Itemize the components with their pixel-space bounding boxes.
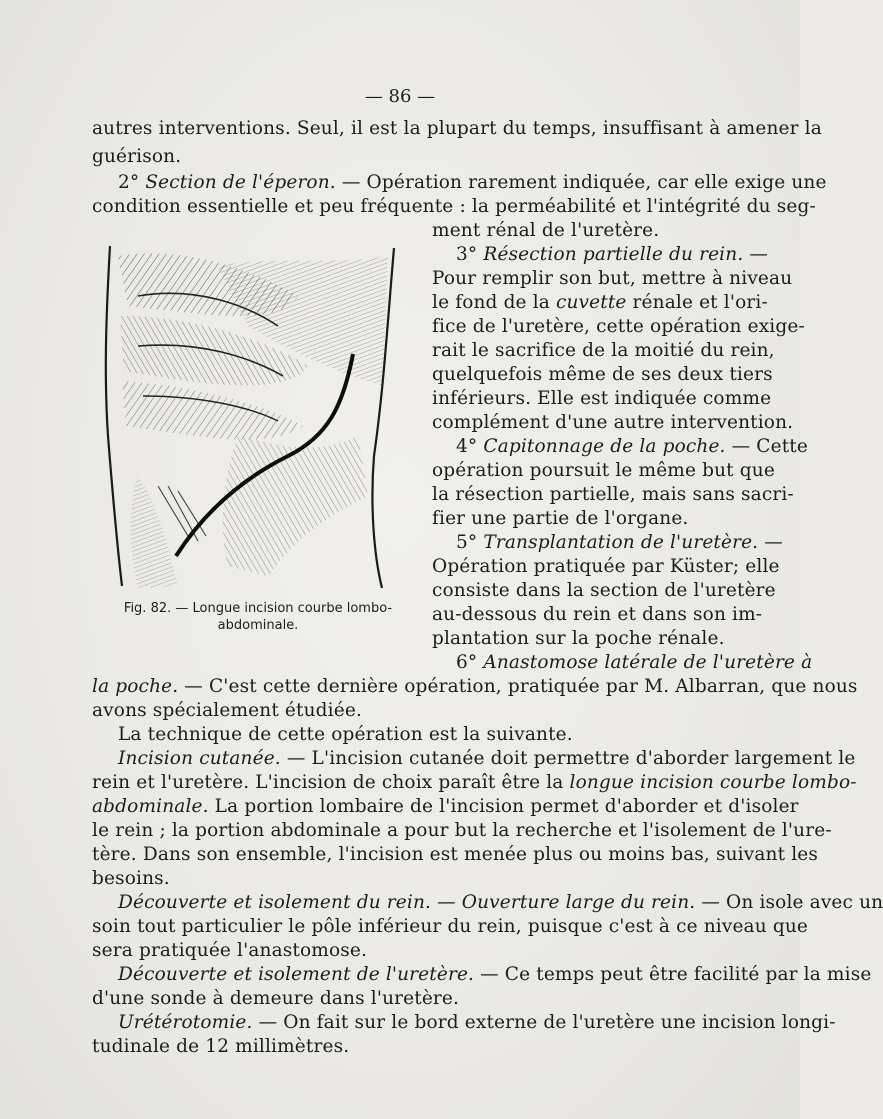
text-line	[92, 676, 858, 698]
text-line: La technique de cette opération est la suivante.	[118, 724, 573, 745]
text-line	[456, 652, 813, 674]
text-line	[456, 244, 769, 266]
text-line	[92, 796, 799, 818]
text-line: au-dessous du rein et dans son im-	[432, 604, 763, 625]
text-line: tudinale de 12 millimètres.	[92, 1036, 350, 1057]
text-line: sera pratiquée l'anastomose.	[92, 940, 368, 961]
text-span: —	[743, 244, 769, 265]
text-line	[432, 292, 768, 314]
text-span: — Opération rarement indiquée, car elle exige une	[335, 172, 827, 193]
text-line	[118, 172, 827, 194]
text-line: soin tout particulier le pôle inférieur du rein, puisque c'est à ce niveau que	[92, 916, 808, 937]
text-line: avons spécialement étudiée.	[92, 700, 362, 721]
section-heading: Découverte et isolement du rein.	[118, 892, 432, 913]
text-span: rénale et l'ori-	[626, 292, 768, 313]
section-heading: la poche.	[92, 676, 179, 697]
text-line: d'une sonde à demeure dans l'uretère.	[92, 988, 460, 1009]
text-span: —	[758, 532, 783, 553]
text-line: guérison.	[92, 146, 182, 167]
text-line: autres interventions. Seul, il est la plupart du temps, insuffisant à amener la	[92, 118, 822, 139]
text-line: Opération pratiquée par Küster; elle	[432, 556, 780, 577]
text-span: — C'est cette dernière opération, pratiquée par M. Albarran, que nous	[178, 676, 858, 697]
text-line: inférieurs. Elle est indiquée comme	[432, 388, 772, 409]
text-line: tère. Dans son ensemble, l'incision est menée plus ou moins bas, suivant les	[92, 844, 819, 865]
text-line: fice de l'uretère, cette opération exige-	[432, 316, 805, 337]
text-line	[118, 1012, 836, 1034]
text-span: 3°	[456, 244, 484, 265]
text-span: — On fait sur le bord externe de l'uretère une incision longi-	[252, 1012, 836, 1033]
text-span: 6°	[456, 652, 484, 673]
text-span: rein et l'uretère. L'incision de choix paraît être la	[92, 772, 570, 793]
section-heading: Section de l'éperon.	[145, 172, 336, 193]
text-span: Ouverture large du rein.	[461, 892, 696, 913]
section-heading: Anastomose latérale de l'uretère à	[483, 652, 813, 673]
text-span: 5°	[456, 532, 484, 553]
text-span: — On isole avec un	[695, 892, 883, 913]
caption-line: abdominale.	[217, 618, 299, 633]
section-heading: Découverte et isolement de l'uretère.	[118, 964, 475, 985]
text-line: condition essentielle et peu fréquente : la perméabilité et l'intégrité du seg-	[92, 196, 816, 217]
text-span: — Cette	[725, 436, 808, 457]
text-line: ment rénal de l'uretère.	[432, 220, 660, 241]
text-span: longue incision courbe lombo-	[569, 772, 857, 793]
text-line: la résection partielle, mais sans sacri-	[432, 484, 794, 505]
text-span: le fond de la	[432, 292, 556, 313]
text-span: cuvette	[555, 292, 627, 313]
text-line	[118, 964, 872, 986]
text-line	[456, 436, 808, 458]
text-line: rait le sacrifice de la moitié du rein,	[432, 340, 775, 361]
section-heading: Capitonnage de la poche.	[483, 436, 726, 457]
anatomical-figure	[98, 236, 410, 596]
text-line	[92, 772, 857, 794]
text-line: opération poursuit le même but que	[432, 460, 775, 481]
section-heading: Incision cutanée.	[118, 748, 281, 769]
text-line: quelquefois même de ses deux tiers	[432, 364, 773, 385]
text-span: 2°	[118, 172, 146, 193]
text-line: besoins.	[92, 868, 170, 889]
figure-caption	[98, 600, 418, 634]
text-line	[456, 532, 783, 554]
text-span: La portion lombaire de l'incision permet d'aborder et d'isoler	[208, 796, 799, 817]
text-line: fier une partie de l'organe.	[432, 508, 689, 529]
text-span: — Ce temps peut être facilité par la mise	[474, 964, 872, 985]
caption-line: Fig. 82. — Longue incision courbe lombo-	[123, 601, 393, 616]
text-line: le rein ; la portion abdominale a pour but la recherche et l'isolement de l'ure-	[92, 820, 832, 841]
section-heading: Urétérotomie.	[118, 1012, 253, 1033]
text-line: plantation sur la poche rénale.	[432, 628, 725, 649]
text-line: Pour remplir son but, mettre à niveau	[432, 268, 793, 289]
text-line: consiste dans la section de l'uretère	[432, 580, 776, 601]
text-span: —	[431, 892, 462, 913]
text-line: complément d'une autre intervention.	[432, 412, 794, 433]
text-span: abdominale.	[92, 796, 209, 817]
page-number: — 86 —	[364, 86, 436, 107]
text-line	[118, 892, 883, 914]
section-heading: Transplantation de l'uretère.	[483, 532, 759, 553]
text-span: — L'incision cutanée doit permettre d'aborder largement le	[280, 748, 856, 769]
section-heading: Résection partielle du rein.	[483, 244, 744, 265]
text-span: 4°	[456, 436, 484, 457]
text-line	[118, 748, 856, 770]
